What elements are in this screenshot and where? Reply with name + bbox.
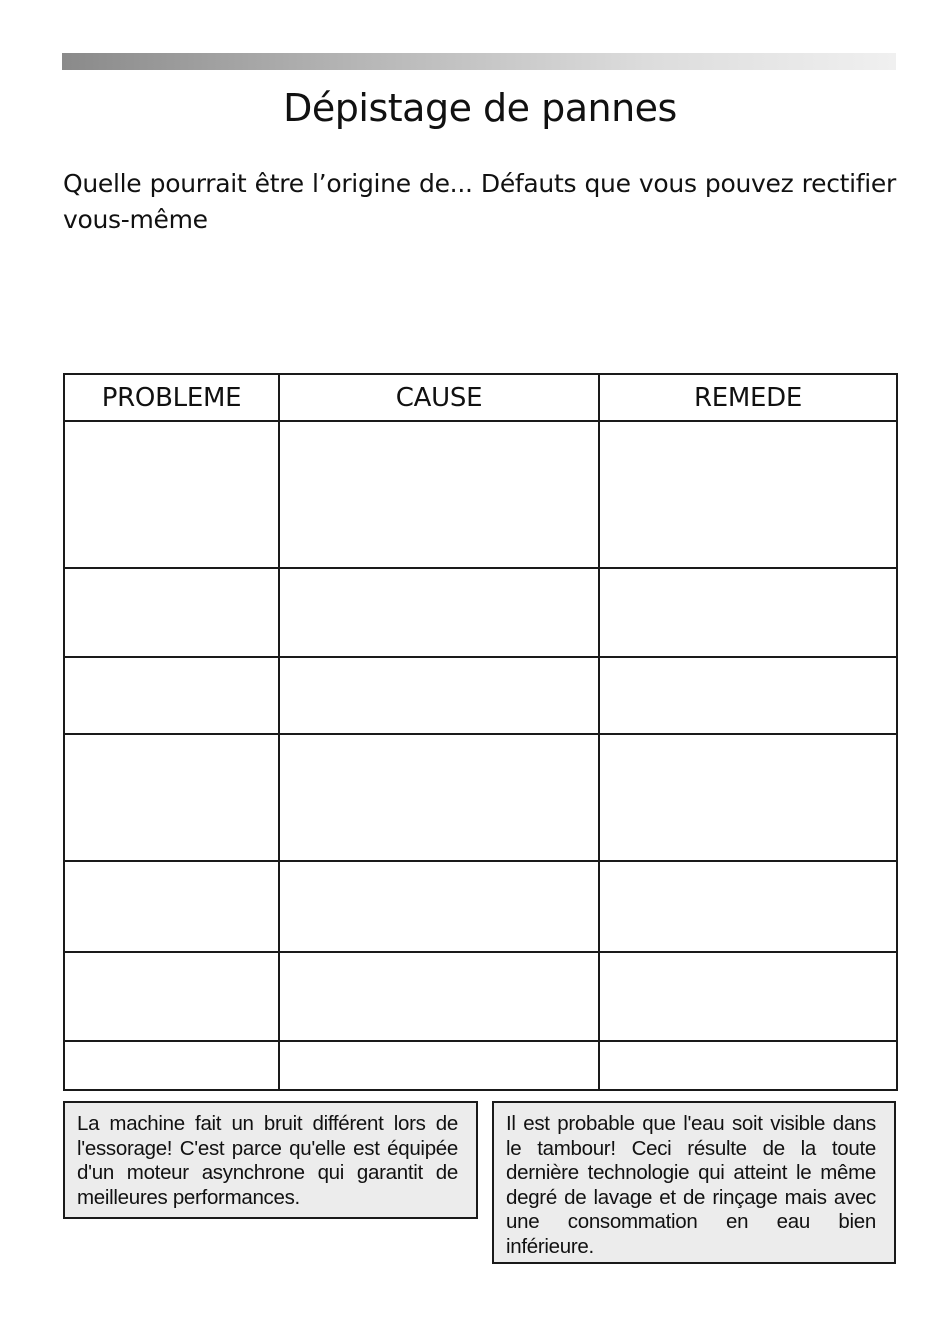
- cell-cause: [279, 734, 599, 861]
- cell-remede: [599, 421, 897, 568]
- table-row: [64, 734, 897, 861]
- cell-cause: [279, 421, 599, 568]
- cell-cause: [279, 1041, 599, 1090]
- table-row: [64, 952, 897, 1041]
- cell-probleme: [64, 861, 279, 952]
- cell-cause: [279, 568, 599, 657]
- cell-cause: [279, 657, 599, 734]
- column-header-remede: REMEDE: [599, 374, 897, 421]
- cell-remede: [599, 952, 897, 1041]
- table-header-row: [64, 374, 897, 421]
- cell-probleme: [64, 421, 279, 568]
- intro-text: Quelle pourrait être l’origine de... Défauts que vous pouvez rectifier vous-même: [63, 169, 896, 234]
- cell-remede: [599, 861, 897, 952]
- cell-remede: [599, 1041, 897, 1090]
- note-text: Il est probable que l'eau soit visible dans le tambour! Ceci résulte de la toute dernière technologie qui atteint le même degré de lavage et de rinçage mais avec une consommation en eau bien inférieure.: [506, 1112, 876, 1258]
- table-row: [64, 657, 897, 734]
- header-gradient-bar: [62, 53, 896, 70]
- table-row: [64, 421, 897, 568]
- cell-remede: [599, 657, 897, 734]
- cell-probleme: [64, 657, 279, 734]
- table-row: [64, 861, 897, 952]
- cell-remede: [599, 734, 897, 861]
- note-box-visible-water: [492, 1101, 896, 1264]
- cell-cause: [279, 952, 599, 1041]
- cell-remede: [599, 568, 897, 657]
- note-box-spin-noise: [63, 1101, 478, 1219]
- column-header-probleme: PROBLEME: [64, 374, 279, 421]
- column-header-cause: CAUSE: [279, 374, 599, 421]
- troubleshooting-table: [63, 373, 898, 1091]
- note-text: La machine fait un bruit différent lors de l'essorage! C'est parce qu'elle est équipée d'un moteur asynchrone qui garantit de meilleures performances.: [77, 1112, 458, 1209]
- cell-probleme: [64, 1041, 279, 1090]
- table-row: [64, 568, 897, 657]
- cell-probleme: [64, 568, 279, 657]
- page-title: Dépistage de pannes: [283, 86, 677, 130]
- cell-cause: [279, 861, 599, 952]
- table-row: [64, 1041, 897, 1090]
- cell-probleme: [64, 734, 279, 861]
- cell-probleme: [64, 952, 279, 1041]
